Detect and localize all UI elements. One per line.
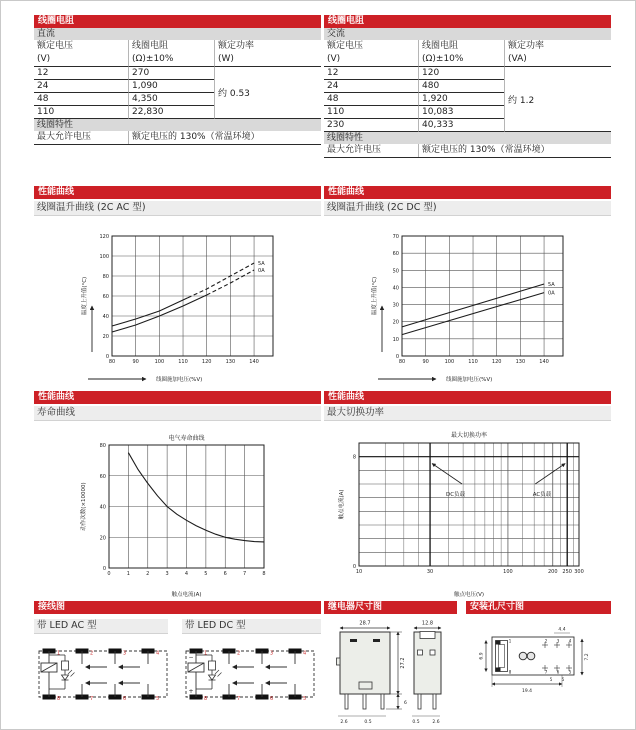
x-tick-label: 120: [201, 359, 212, 365]
y-tick-label: 60: [392, 251, 399, 258]
y-tick-label: 10: [392, 336, 399, 343]
annotation-label: AC负载: [532, 492, 552, 499]
dim-pitch: 5: [549, 677, 553, 682]
perf-max-power-section: [324, 391, 611, 603]
y-tick-label: 20: [99, 535, 106, 542]
wiring-diagram-section: [34, 601, 321, 716]
center-hole: [519, 652, 527, 660]
dim-side-pin-pitch: 2.6: [432, 720, 440, 725]
y-tick-label: 80: [102, 274, 109, 280]
relay-side-view: [414, 632, 441, 694]
rated-voltage-cell: 24: [34, 80, 128, 93]
terminal-number: 4: [156, 650, 160, 657]
x-tick-label: 110: [468, 359, 478, 365]
coil-table-grid: [34, 40, 321, 119]
y-axis-label: 温度上升值(°C): [82, 276, 88, 316]
led-symbol: [209, 675, 216, 680]
dim-right: 7.2: [585, 653, 590, 661]
rated-voltage-cell: 230: [324, 119, 418, 132]
dim-side-pin-width: 0.5: [412, 720, 420, 725]
terminal-number: 1: [57, 650, 61, 657]
coil-char-row-dc: [34, 131, 321, 145]
dim-body-height: 27.2: [400, 657, 406, 669]
relay-dimensions-section: [324, 601, 457, 729]
y-tick-label: 60: [99, 473, 106, 480]
x-tick-label: 140: [539, 359, 549, 365]
rated-voltage-cell: 48: [324, 93, 418, 106]
polarity-minus: −: [188, 654, 194, 661]
resistor-symbol: [209, 661, 216, 670]
chart-title: 最大切换功率: [450, 432, 488, 439]
relay-pin: [345, 694, 348, 709]
x-axis-label: 线圈施加电压(%V): [446, 377, 493, 383]
coil-table-dc: [34, 40, 321, 119]
section-header-performance: 性能曲线: [34, 391, 321, 404]
x-tick-label: 200: [547, 569, 558, 575]
max-allowable-voltage-value: 额定电压的 130%（常温环境）: [418, 144, 611, 157]
coil-resistance-cell: 40,333: [418, 119, 504, 132]
coil-resistance-cell: 270: [128, 67, 214, 80]
section-header-coil-resistance: 线圈电阻: [324, 15, 611, 28]
perf-temp-rise-dc-section: [324, 186, 611, 388]
terminal-number: 6: [123, 696, 127, 702]
coil-resistance-cell: 120: [418, 67, 504, 80]
chart-series-dashed: [188, 263, 254, 298]
rated-voltage-cell: 12: [34, 67, 128, 80]
dim-pin-length: 6: [404, 701, 407, 706]
terminal-number: 8: [57, 696, 61, 702]
temp-rise-ac-chart-svg: [34, 219, 321, 384]
section-header-coil-resistance: 线圈电阻: [34, 15, 321, 28]
terminal-number: 4: [303, 650, 307, 657]
x-tick-label: 6: [223, 571, 227, 577]
x-tick-label: 2: [146, 571, 150, 577]
pin-number: 5: [568, 669, 572, 675]
x-tick-label: 1: [126, 571, 130, 577]
y-axis-label: 温度上升值(°C): [372, 276, 378, 316]
coil-table-grid: [324, 40, 611, 132]
section-header-performance: 性能曲线: [324, 391, 611, 404]
temp-rise-dc-chart-svg: [324, 219, 611, 384]
max-allowable-voltage-label: 最大允许电压: [37, 132, 92, 142]
pin-number: 4: [568, 638, 572, 644]
x-tick-label: 3: [165, 571, 169, 577]
temp-rise-ac-chart: [34, 219, 321, 388]
perf-life-curve-section: [34, 391, 321, 603]
subsection-ac: 交流: [324, 28, 611, 40]
annotation-label: DC负载: [446, 492, 466, 499]
relay-front-view: [340, 632, 390, 694]
life-curve-chart: [34, 424, 321, 603]
x-tick-label: 4: [184, 571, 189, 577]
max-allowable-voltage-label: 最大允许电压: [327, 145, 382, 155]
series-label: 0A: [548, 290, 555, 297]
chart-sub-label: 线圈温升曲线 (2C DC 型): [324, 201, 611, 216]
y-tick-label: 0: [395, 354, 399, 360]
y-tick-label: 40: [392, 285, 399, 292]
rated-voltage-cell: 24: [324, 80, 418, 93]
slot-hole: [496, 641, 508, 672]
wiring-schematic-ac: [37, 645, 169, 705]
terminal-number: 1: [204, 650, 208, 657]
dim-top: 4.4: [558, 627, 566, 633]
terminal-number: 5: [303, 696, 307, 702]
y-tick-label: 40: [99, 504, 106, 511]
x-tick-label: 80: [108, 359, 116, 365]
coil-resistance-cell: 22,830: [128, 106, 214, 119]
y-tick-label: 80: [99, 443, 106, 449]
chart-title: 电气寿命曲线: [168, 435, 205, 442]
chart-sub-label: 最大切换功率: [324, 406, 611, 421]
wiring-diagram-ac: [37, 645, 169, 709]
relay-dimension-svg: [324, 616, 457, 728]
x-tick-label: 130: [225, 359, 236, 365]
dim-front-pin-width: 0.5: [364, 720, 372, 725]
chart-series: [112, 298, 188, 326]
wiring-dc-label: 带 LED DC 型: [182, 619, 321, 634]
coil-resistance-cell: 1,920: [418, 93, 504, 106]
x-tick-label: 30: [426, 569, 434, 575]
x-tick-label: 250: [562, 569, 572, 575]
wiring-ac-label: 带 LED AC 型: [34, 619, 168, 634]
terminal-number: 8: [204, 696, 208, 702]
column-header: 线圈电阻 (Ω)±10%: [128, 40, 214, 67]
column-header: 额定功率 (VA): [504, 40, 611, 67]
coil-char-header-dc: 线圈特性: [34, 119, 321, 131]
y-tick-label: 0: [352, 564, 356, 570]
wiring-diagram-dc: [184, 645, 316, 709]
y-axis-label: 动作次数(×10000): [81, 482, 87, 531]
coil-resistance-ac-section: [324, 15, 611, 158]
coil-resistance-dc-section: [34, 15, 321, 145]
x-tick-label: 7: [243, 571, 247, 577]
chart-sub-label: 线圈温升曲线 (2C AC 型): [34, 201, 321, 216]
column-header: 线圈电阻 (Ω)±10%: [418, 40, 504, 67]
y-tick-label: 120: [99, 234, 109, 240]
terminal-number: 2: [237, 650, 241, 657]
pin-number: 6: [556, 669, 560, 675]
section-header-performance: 性能曲线: [34, 186, 321, 199]
terminal-number: 6: [270, 696, 274, 702]
dim-left: 6.9: [479, 652, 485, 660]
terminal-number: 3: [270, 650, 274, 657]
coil-resistance-cell: 480: [418, 80, 504, 93]
relay-pin: [381, 694, 384, 709]
y-tick-label: 40: [102, 314, 109, 320]
pin-number: 7: [544, 669, 548, 675]
rated-power-cell: 约 1.2: [504, 67, 611, 132]
dim-front-pin-pitch: 2.6: [340, 720, 348, 725]
y-tick-label: 20: [102, 334, 109, 340]
rated-voltage-cell: 12: [324, 67, 418, 80]
life-curve-chart-svg: [34, 424, 321, 599]
pin-number: 1: [508, 638, 512, 644]
coil-resistance-cell: 10,083: [418, 106, 504, 119]
perf-temp-rise-ac-section: [34, 186, 321, 388]
y-tick-label: 60: [102, 294, 109, 300]
x-tick-label: 5: [204, 571, 208, 577]
column-header: 额定电压 (V): [34, 40, 128, 67]
y-tick-label: 0: [102, 566, 106, 572]
y-axis-label: 触点电流(A): [339, 489, 345, 520]
coil-table-ac: [324, 40, 611, 132]
chart-sub-label: 寿命曲线: [34, 406, 321, 421]
x-tick-label: 100: [444, 359, 455, 365]
max-allowable-voltage-value: 额定电压的 130%（常温环境）: [128, 131, 321, 144]
pin-number: 8: [508, 669, 512, 675]
x-tick-label: 0: [107, 571, 111, 577]
y-tick-label: 70: [392, 234, 399, 240]
y-tick-label: 30: [392, 302, 399, 309]
section-header-hole-dim: 安装孔尺寸图: [466, 601, 611, 614]
series-label: 0A: [258, 268, 265, 274]
subsection-dc: 直流: [34, 28, 321, 40]
dim-bottom: 19.4: [521, 689, 533, 694]
coil-resistance-cell: 4,350: [128, 93, 214, 106]
led-symbol: [62, 675, 69, 680]
terminal-number: 2: [90, 650, 94, 657]
column-header: 额定电压 (V): [324, 40, 418, 67]
x-tick-label: 100: [503, 569, 513, 575]
x-tick-label: 8: [262, 571, 266, 577]
x-axis-label: 线圈施加电压(%V): [156, 377, 203, 383]
x-tick-label: 110: [178, 359, 188, 365]
x-tick-label: 140: [249, 359, 259, 365]
coil-resistance-cell: 1,090: [128, 80, 214, 93]
relay-dimension-drawing: [324, 616, 457, 730]
max-switching-power-chart: [324, 424, 611, 603]
terminal-number: 5: [156, 696, 160, 702]
x-tick-label: 300: [574, 569, 584, 575]
series-label: 5A: [258, 261, 265, 267]
resistor-symbol: [62, 661, 69, 670]
x-tick-label: 130: [515, 359, 526, 365]
max-switching-power-chart-svg: [324, 424, 611, 599]
coil-char-header-ac: 线圈特性: [324, 132, 611, 144]
x-tick-label: 120: [491, 359, 502, 365]
rated-voltage-cell: 110: [324, 106, 418, 119]
mounting-hole-drawing: [466, 619, 611, 718]
dim-pitch: 5: [561, 677, 565, 682]
pin-number: 3: [556, 638, 560, 644]
relay-pin: [363, 694, 366, 709]
dim-side-width: 12.8: [421, 620, 434, 627]
y-tick-label: 100: [99, 254, 109, 260]
coil-char-row-ac: [324, 144, 611, 158]
mounting-hole-section: [466, 601, 611, 729]
x-axis-label: 触点电压(V): [453, 592, 485, 598]
column-header: 额定功率 (W): [214, 40, 321, 67]
mounting-hole-svg: [466, 619, 611, 714]
center-hole: [527, 652, 535, 660]
rated-voltage-cell: 110: [34, 106, 128, 119]
section-header-performance: 性能曲线: [324, 186, 611, 199]
x-tick-label: 80: [398, 359, 406, 365]
polarity-plus: +: [188, 688, 194, 695]
dim-front-width: 28.7: [359, 620, 371, 627]
x-tick-label: 90: [422, 359, 429, 365]
chart-series: [128, 453, 264, 542]
series-label: 5A: [548, 282, 555, 288]
x-tick-label: 10: [355, 569, 363, 575]
rated-power-cell: 约 0.53: [214, 67, 321, 119]
terminal-number: 7: [237, 696, 241, 702]
y-tick-label: 50: [392, 268, 399, 275]
section-header-relay-dim: 继电器尺寸图: [324, 601, 457, 614]
y-tick-label: 20: [392, 319, 399, 326]
x-tick-label: 100: [154, 359, 165, 365]
x-axis-label: 触点电流(A): [171, 592, 202, 598]
y-tick-label: 8: [352, 454, 356, 461]
y-tick-label: 0: [105, 354, 109, 360]
temp-rise-dc-chart: [324, 219, 611, 388]
x-tick-label: 90: [132, 359, 139, 365]
rated-voltage-cell: 48: [34, 93, 128, 106]
wiring-schematic-dc: [184, 645, 316, 705]
section-header-wiring: 接线图: [34, 601, 321, 614]
terminal-number: 7: [90, 696, 94, 702]
terminal-number: 3: [123, 650, 127, 657]
pin-number: 2: [544, 638, 548, 644]
